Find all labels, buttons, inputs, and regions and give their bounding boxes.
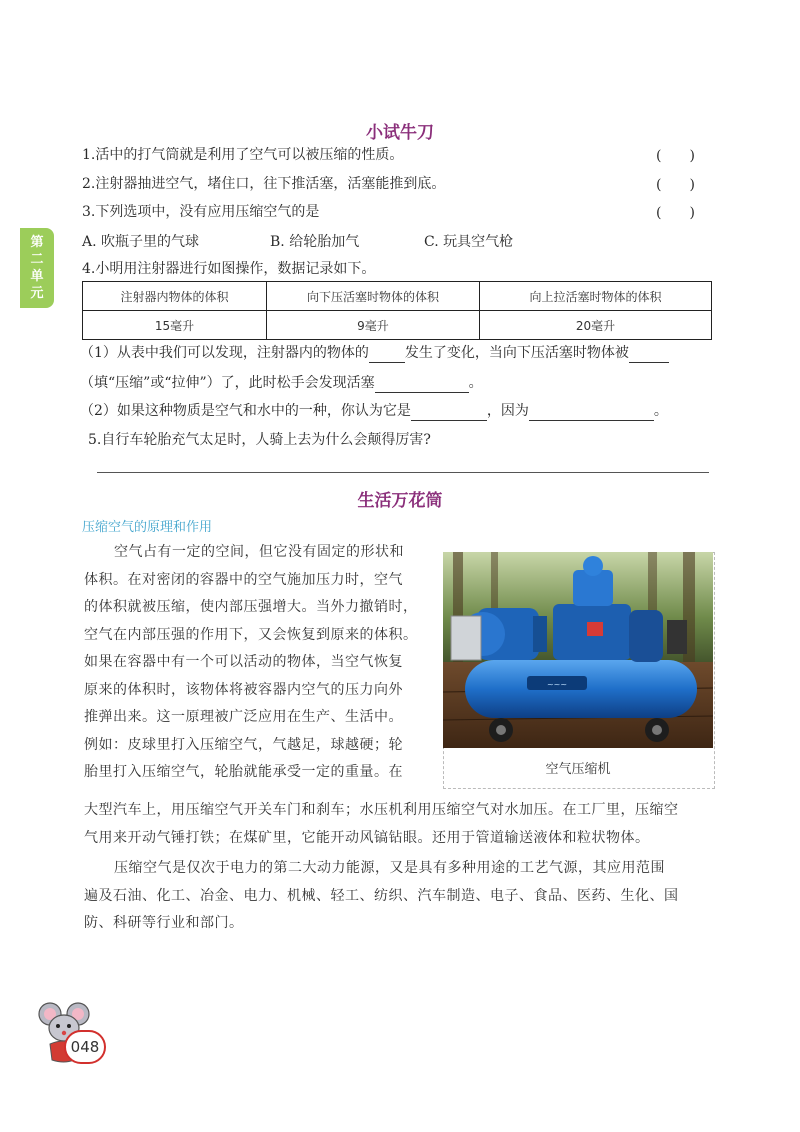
text-line: 压缩空气是仅次于电力的第二大动力能源，又是具有多种用途的工艺气源，其应用范围: [114, 860, 665, 876]
table-header-cell: 注射器内物体的体积: [83, 282, 267, 311]
table-cell: 20毫升: [480, 311, 712, 340]
text-line: 大型汽车上，用压缩空气开关车门和刹车；水压机利用压缩空气对水加压。在工厂里，压缩空: [84, 802, 679, 818]
blank-field[interactable]: [529, 404, 654, 421]
answer-paren-1[interactable]: ( ): [656, 148, 695, 164]
text-line: 体积。在对密闭的容器中的空气施加压力时，空气: [84, 571, 403, 588]
section-title-life: 生活万花筒: [357, 491, 443, 511]
q4-1-text-a: （1）从表中我们可以发现，注射器内的物体的: [80, 345, 369, 361]
text-line: 如果在容器中有一个可以活动的物体，当空气恢复: [84, 654, 403, 670]
question-5: 5.自行车轮胎充气太足时，人骑上去为什么会颠得厉害?: [88, 432, 431, 448]
blank-field[interactable]: [629, 346, 669, 363]
question-4-2: [80, 401, 720, 421]
section-title-practice: 小试牛刀: [366, 123, 434, 143]
blank-field[interactable]: [411, 404, 487, 421]
section-divider: [97, 472, 709, 473]
text-line: 原来的体积时，该物体将被容器内空气的压力向外: [84, 681, 403, 698]
subheading: 压缩空气的原理和作用: [82, 520, 213, 535]
table-cell: 15毫升: [83, 311, 267, 340]
q4-2-text-c: 。: [653, 403, 668, 419]
text-line: 遍及石油、化工、冶金、电力、机械、轻工、纺织、汽车制造、电子、食品、医药、生化、国: [84, 887, 679, 904]
q4-2-text-b: ，因为: [486, 403, 529, 419]
svg-text:~~~: ~~~: [546, 680, 568, 689]
question-3: 3.下列选项中，没有应用压缩空气的是: [82, 204, 320, 220]
option-a[interactable]: A. 吹瓶子里的气球: [82, 234, 200, 250]
unit-tab-label: 第二单元: [30, 235, 44, 301]
text-line: 空气在内部压强的作用下，又会恢复到原来的体积。: [84, 626, 418, 643]
q4-1-text-c: （填“压缩”或“拉伸”）了，此时松手会发现活塞: [80, 375, 375, 391]
text-line: 气用来开动气锤打铁；在煤矿里，它能开动风镐钻眼。还用于管道输送液体和粒状物体。: [84, 829, 650, 846]
text-line: 空气占有一定的空间，但它没有固定的形状和: [114, 544, 404, 560]
answer-paren-3[interactable]: ( ): [656, 205, 695, 221]
q4-1-text-d: 。: [468, 375, 483, 391]
page-number: 048: [64, 1030, 106, 1064]
question-2: 2.注射器抽进空气，堵住口，往下推活塞，活塞能推到底。: [82, 176, 446, 192]
blank-field[interactable]: [375, 376, 469, 393]
data-table: [82, 281, 712, 340]
table-cell: 9毫升: [267, 311, 480, 340]
paragraph-2: [84, 855, 724, 938]
text-line: 防、科研等行业和部门。: [84, 915, 244, 931]
text-line: 推弹出来。这一原理被广泛应用在生产、生活中。: [84, 709, 403, 725]
table-row: [83, 311, 712, 340]
option-b[interactable]: B. 给轮胎加气: [270, 234, 360, 250]
q4-2-text-a: （2）如果这种物质是空气和水中的一种，你认为它是: [80, 403, 411, 419]
question-1: 1.活中的打气筒就是利用了空气可以被压缩的性质。: [82, 147, 404, 163]
air-compressor-image: [443, 552, 713, 748]
table-header-cell: 向下压活塞时物体的体积: [267, 282, 480, 311]
table-header-row: [83, 282, 712, 311]
text-line: 例如：皮球里打入压缩空气，气越足，球越硬；轮: [84, 736, 403, 753]
table-header-cell: 向上拉活塞时物体的体积: [480, 282, 712, 311]
text-line: 的体积就被压缩，使内部压强增大。当外力撤销时，: [84, 599, 418, 615]
image-caption: 空气压缩机: [545, 762, 611, 777]
unit-tab: [20, 228, 54, 308]
text-line: 胎里打入压缩空气，轮胎就能承受一定的重量。在: [84, 764, 403, 780]
paragraph-1-wrapped: [84, 539, 436, 787]
question-4: 4.小明用注射器进行如图操作，数据记录如下。: [82, 261, 376, 277]
blank-field[interactable]: [369, 346, 405, 363]
q4-1-text-b: 发生了变化，当向下压活塞时物体被: [404, 345, 629, 361]
answer-paren-2[interactable]: ( ): [656, 177, 695, 193]
question-4-1-line2: [80, 373, 720, 393]
option-c[interactable]: C. 玩具空气枪: [424, 234, 514, 250]
paragraph-1-full: [84, 797, 724, 852]
question-4-1-line1: [80, 343, 720, 363]
